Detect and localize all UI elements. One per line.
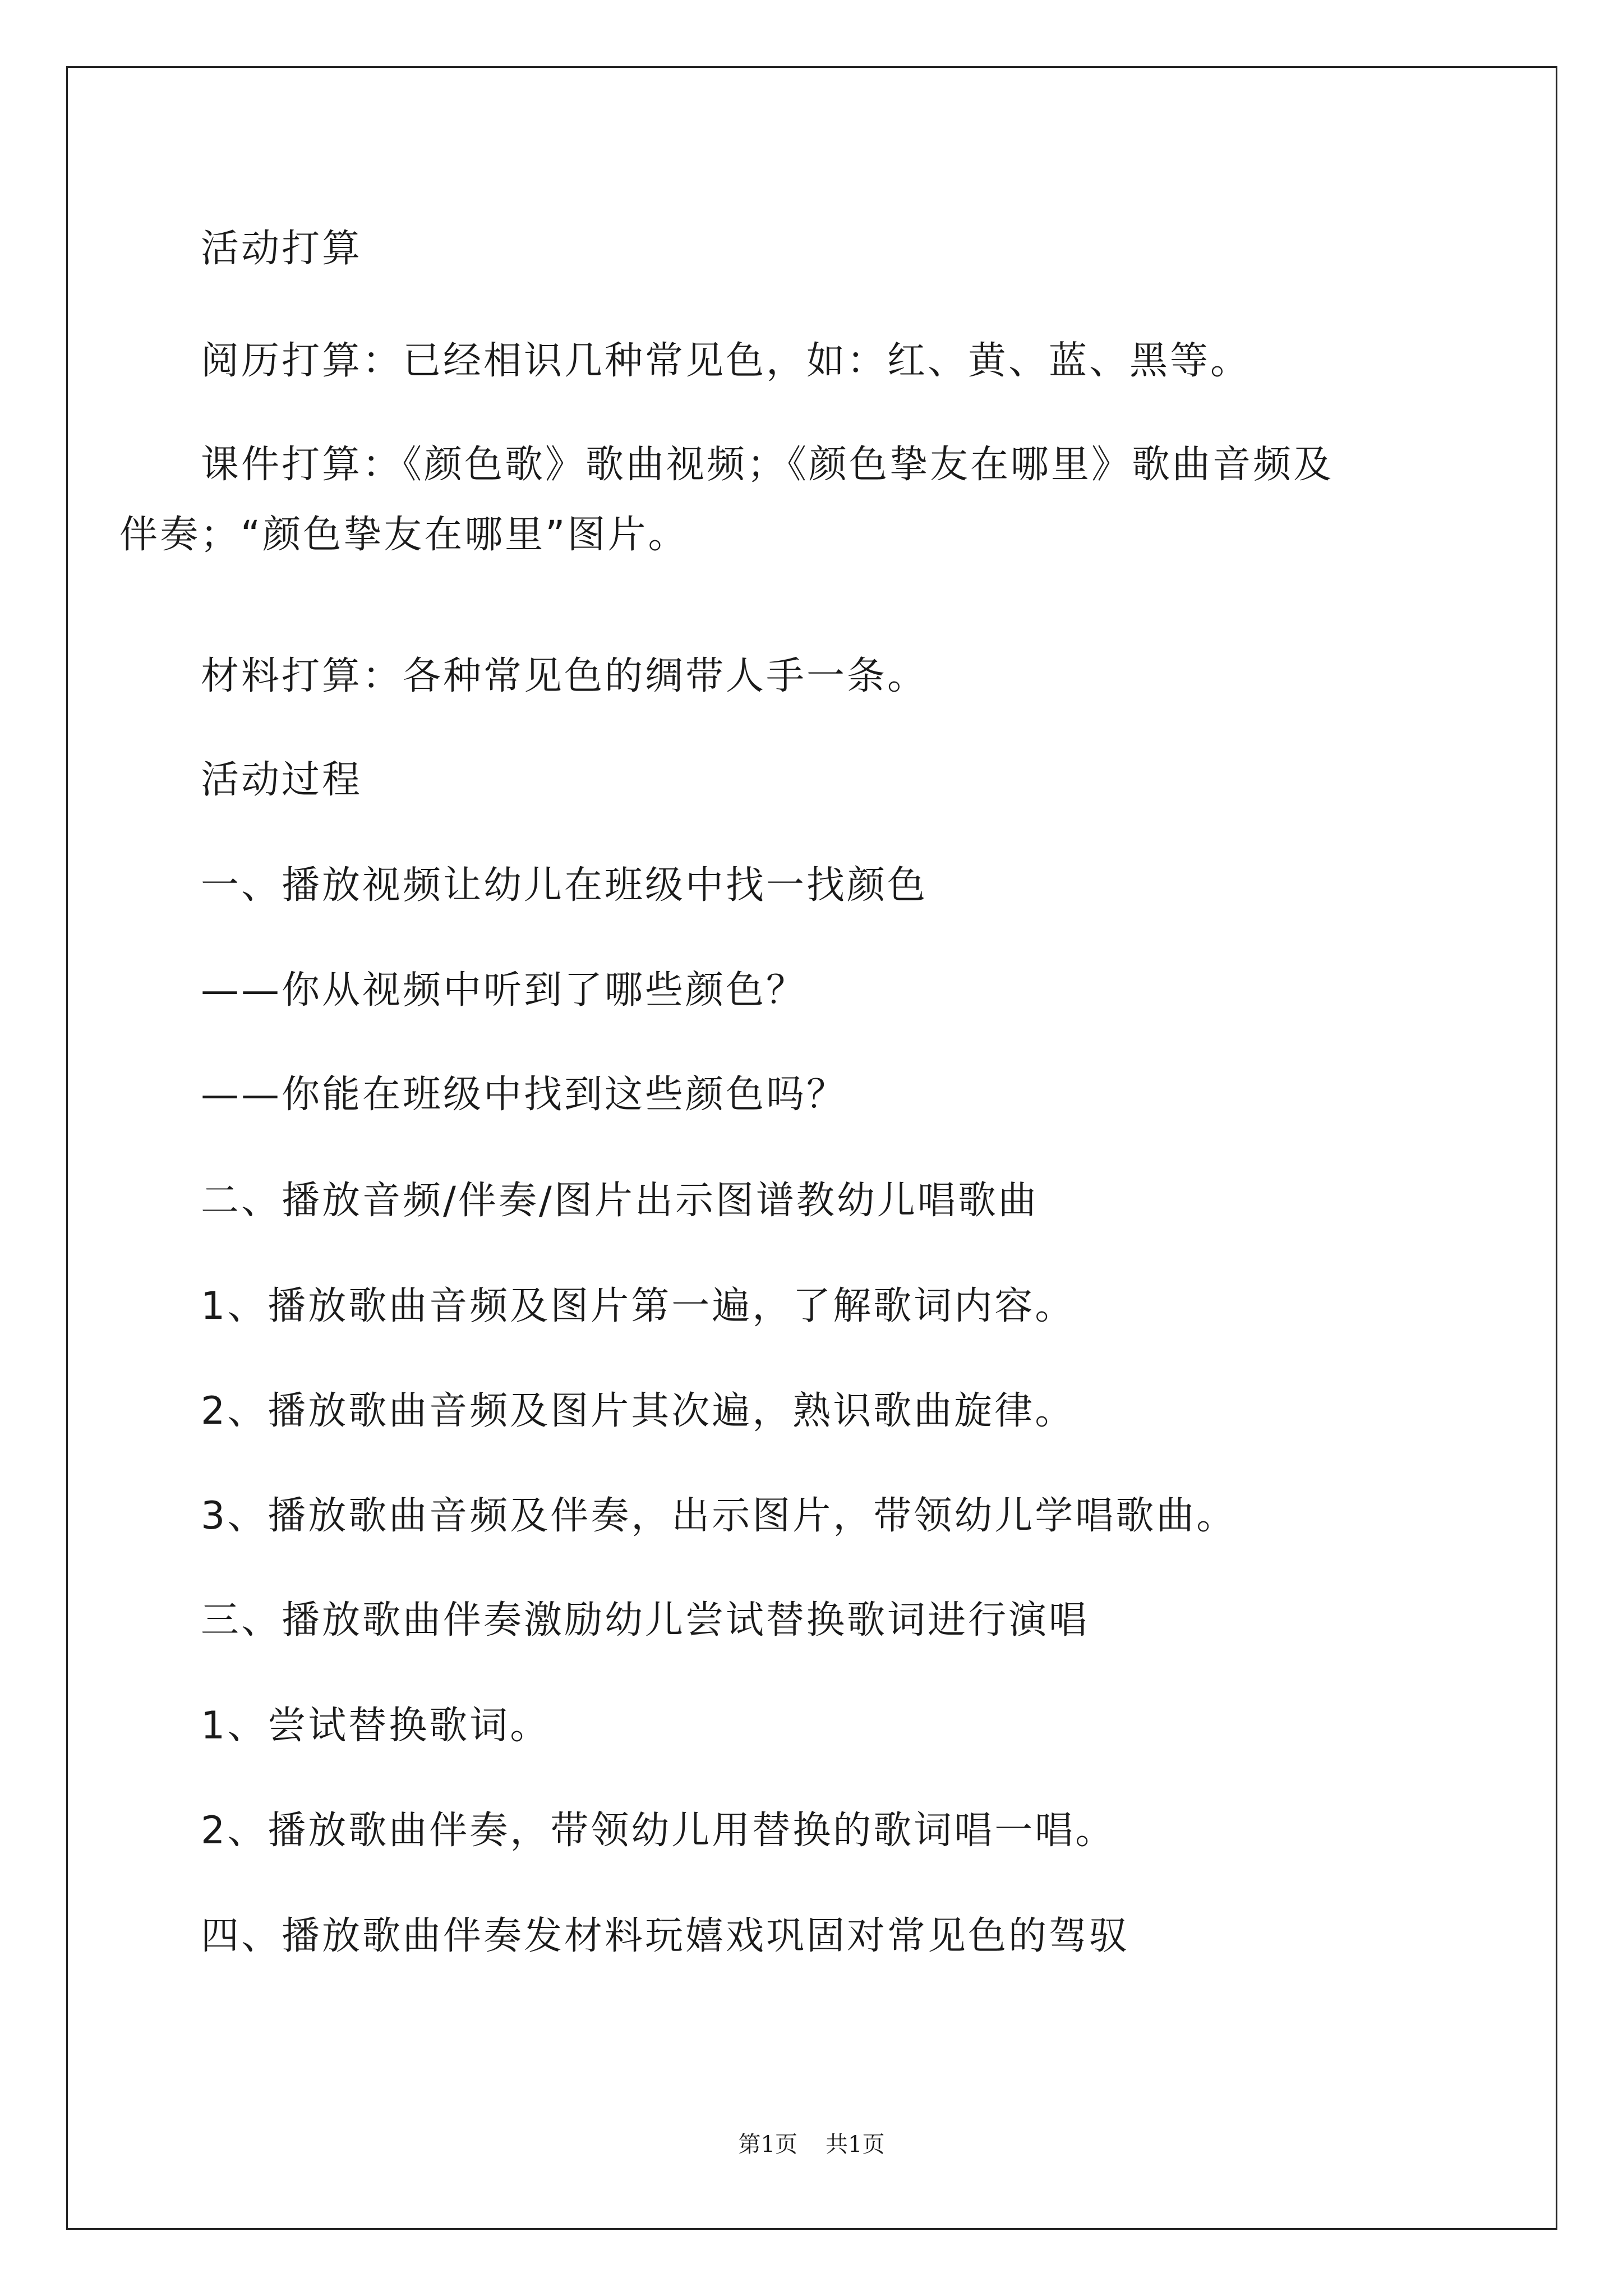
page-total: 共1页 (826, 2132, 885, 2157)
section-heading-process: 活动过程 (201, 758, 363, 802)
paragraph-experience-prep: 阅历打算：已经相识几种常见色，如：红、黄、蓝、黑等。 (201, 339, 1251, 383)
step-four-heading: 四、播放歌曲伴奏发材料玩嬉戏巩固对常见色的驾驭 (201, 1914, 1130, 1958)
question-one: ——你从视频中听到了哪些颜色？ (201, 968, 807, 1013)
step-two-item-1: 1、播放歌曲音频及图片第一遍，了解歌词内容。 (201, 1284, 1076, 1328)
step-three-heading: 三、播放歌曲伴奏激励幼儿尝试替换歌词进行演唱 (201, 1598, 1090, 1642)
paragraph-material-prep: 材料打算：各种常见色的绸带人手一条。 (201, 654, 928, 698)
paragraph-courseware-prep-continued: 伴奏；“颜色挚友在哪里”图片。 (119, 513, 689, 557)
step-two-heading: 二、播放音频/伴奏/图片出示图谱教幼儿唱歌曲 (201, 1179, 1039, 1223)
paragraph-courseware-prep: 课件打算：《颜色歌》歌曲视频；《颜色挚友在哪里》歌曲音频及 (201, 443, 1334, 487)
question-two: ——你能在班级中找到这些颜色吗？ (201, 1073, 847, 1117)
step-two-item-2: 2、播放歌曲音频及图片其次遍，熟识歌曲旋律。 (201, 1389, 1076, 1433)
step-three-item-1: 1、尝试替换歌词。 (201, 1704, 551, 1748)
section-heading-preparation: 活动打算 (201, 227, 363, 271)
page-footer (0, 2133, 1623, 2156)
step-one-heading: 一、播放视频让幼儿在班级中找一找颜色 (201, 863, 928, 908)
step-three-item-2: 2、播放歌曲伴奏，带领幼儿用替换的歌词唱一唱。 (201, 1809, 1116, 1853)
page-number: 第1页 (738, 2132, 797, 2157)
step-two-item-3: 3、播放歌曲音频及伴奏，出示图片，带领幼儿学唱歌曲。 (201, 1494, 1237, 1538)
